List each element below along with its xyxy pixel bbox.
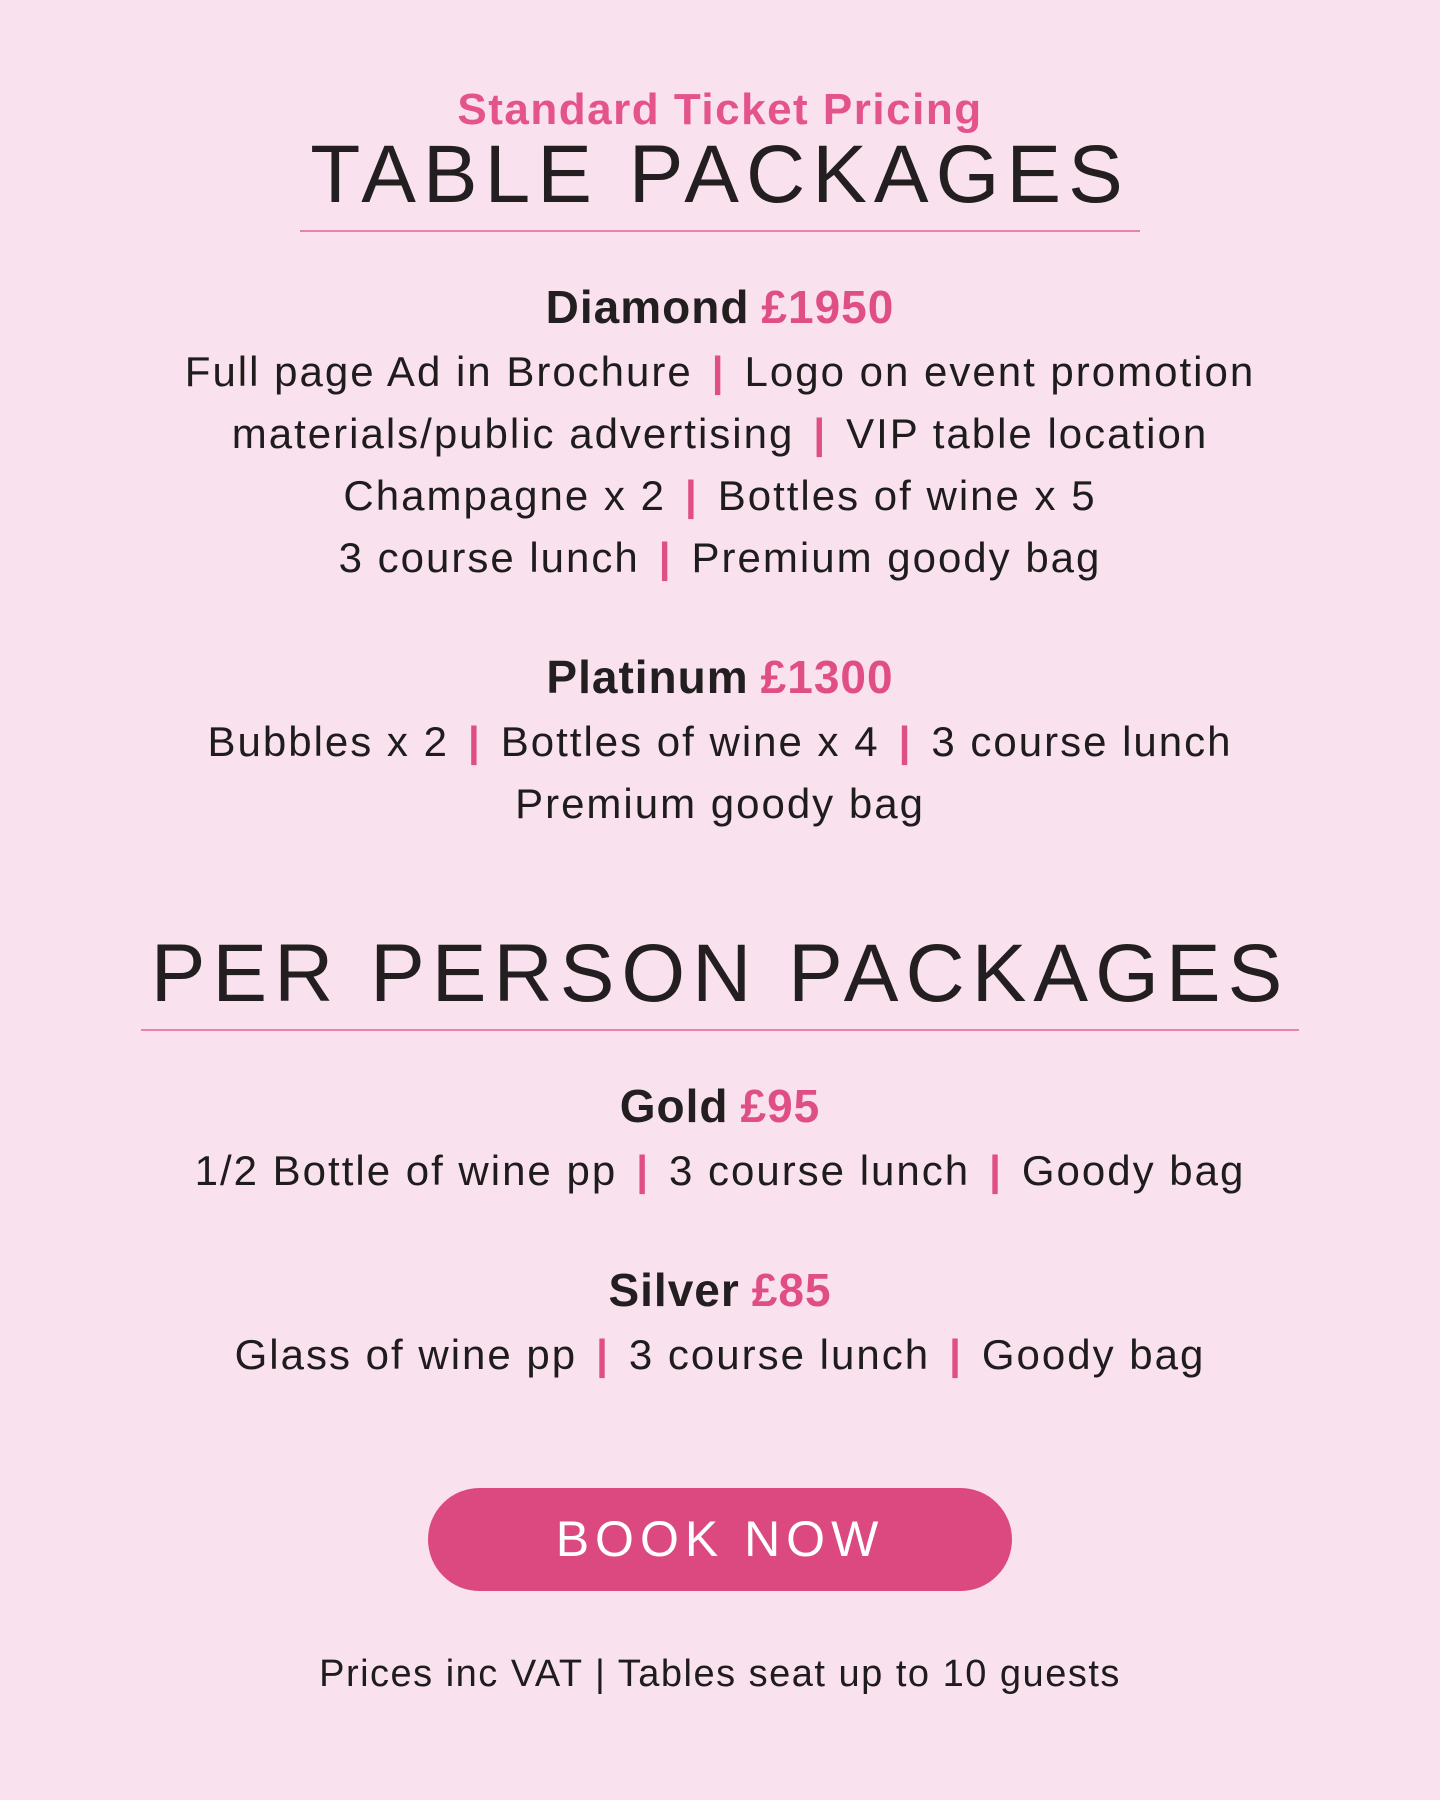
package-price: £95 [740,1080,821,1132]
detail-text: 3 course lunch [338,534,640,581]
separator-pipe: | [658,534,673,581]
package-detail-line [0,465,1440,527]
detail-text: 1/2 Bottle of wine pp [194,1147,618,1194]
separator-pipe: | [813,410,828,457]
detail-text: materials/public advertising [231,410,795,457]
detail-text: Bubbles x 2 [207,718,449,765]
detail-text: Premium goody bag [691,534,1102,581]
package-name: Platinum [546,651,749,703]
package-details [0,1140,1440,1202]
package-price: £1950 [761,281,895,333]
separator-pipe: | [684,472,699,519]
footer-note: Prices inc VAT | Tables seat up to 10 guests [319,1653,1121,1695]
separator-pipe: | [989,1147,1003,1194]
package-details [0,711,1440,835]
sections-container [0,129,1440,1386]
separator-pipe: | [711,348,726,395]
package-detail-line [0,1324,1440,1386]
detail-text: Logo on event promotion [744,348,1256,395]
package-price: £85 [751,1264,832,1316]
pricing-section [0,928,1440,1386]
detail-text: Bottles of wine x 5 [717,472,1097,519]
separator-pipe: | [898,718,913,765]
package-detail-line [0,1140,1440,1202]
detail-text: Full page Ad in Brochure [184,348,693,395]
detail-text: VIP table location [846,410,1209,457]
package-name: Silver [608,1264,740,1316]
heading-divider [300,230,1140,232]
detail-text: Bottles of wine x 4 [500,718,880,765]
separator-pipe: | [596,1331,610,1378]
section-heading: TABLE PACKAGES [310,129,1130,220]
detail-text: Premium goody bag [515,780,925,827]
pricing-section [0,129,1440,835]
section-heading: PER PERSON PACKAGES [150,928,1290,1019]
package-detail-line [0,527,1440,589]
heading-divider [141,1029,1300,1031]
page-pretitle: Standard Ticket Pricing [457,85,983,134]
detail-text: 3 course lunch [931,718,1233,765]
section-heading-wrap [300,129,1140,232]
package-detail-line [0,711,1440,773]
separator-pipe: | [636,1147,650,1194]
detail-text: 3 course lunch [668,1147,971,1194]
section-heading-wrap [141,928,1300,1031]
book-now-button[interactable]: BOOK NOW [428,1488,1012,1591]
package-title [0,1079,1440,1134]
package [0,1263,1440,1386]
package-name: Diamond [545,281,750,333]
package-name: Gold [619,1080,729,1132]
button-row [0,1488,1440,1591]
package-title [0,280,1440,335]
detail-text: Glass of wine pp [234,1331,578,1378]
detail-text: Champagne x 2 [343,472,666,519]
package-detail-line [0,773,1440,835]
package-price: £1300 [760,651,894,703]
package-details [0,1324,1440,1386]
package [0,650,1440,835]
detail-text: Goody bag [1021,1147,1246,1194]
package-detail-line [0,341,1440,403]
package-details [0,341,1440,589]
detail-text: Goody bag [981,1331,1206,1378]
package [0,280,1440,589]
detail-text: 3 course lunch [628,1331,931,1378]
separator-pipe: | [467,718,482,765]
package-title [0,650,1440,705]
package-detail-line [0,403,1440,465]
separator-pipe: | [949,1331,963,1378]
package-title [0,1263,1440,1318]
package [0,1079,1440,1202]
